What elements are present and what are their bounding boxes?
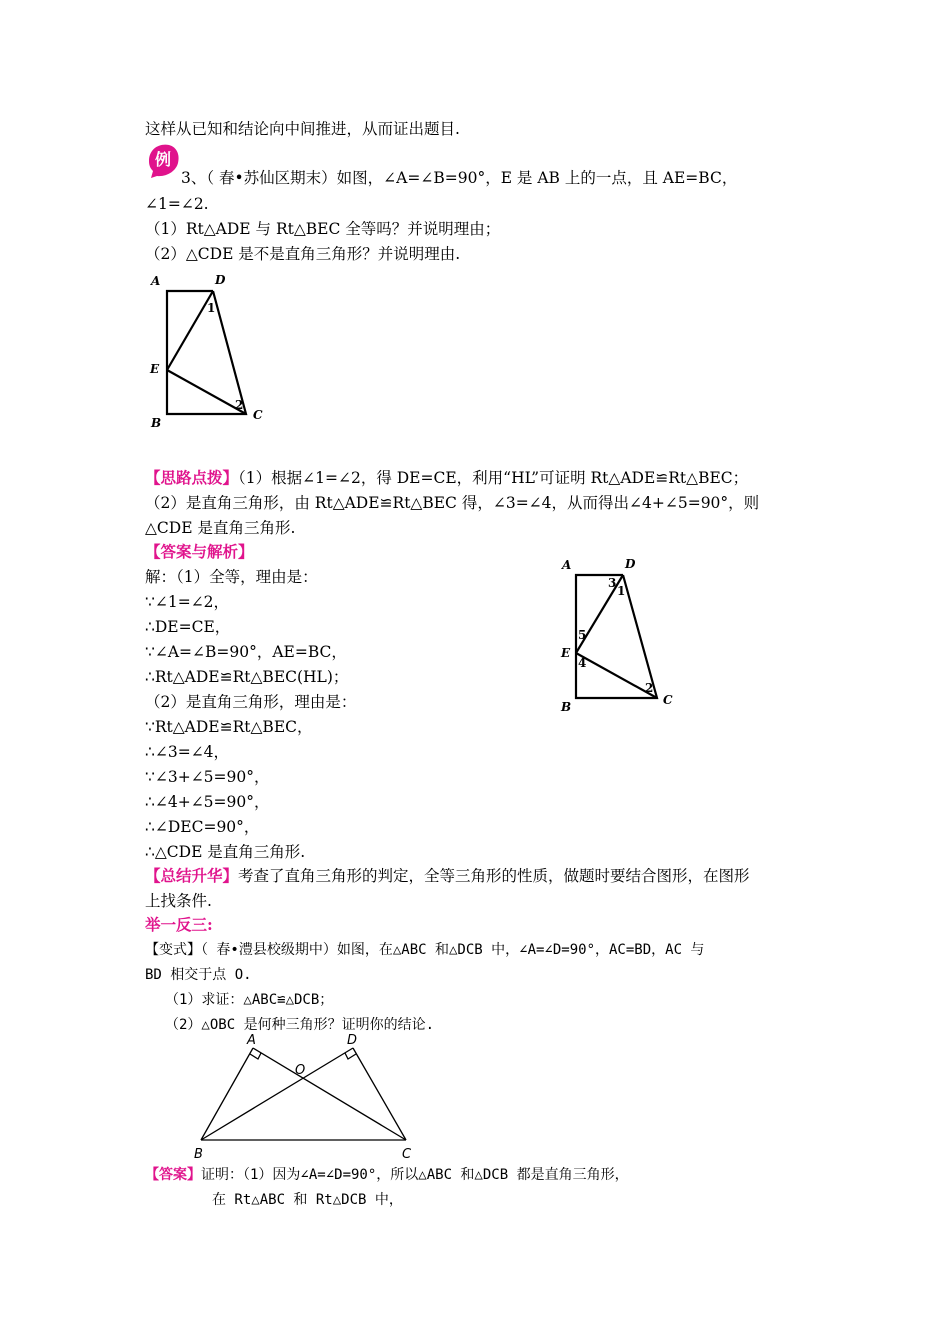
variant-line-3: （1）求证：△ABC≌△DCB； — [165, 992, 334, 1008]
fig3-label-d: D — [347, 1033, 358, 1048]
fig1-label-d: D — [215, 273, 226, 287]
fig2-angle-5: 5 — [578, 628, 587, 642]
fig1-label-c: C — [253, 408, 263, 422]
answer-line: ∵Rt△ADE≌Rt△BEC， — [145, 718, 313, 736]
fig2-angle-3: 3 — [608, 576, 617, 590]
answer-label: 【答案与解析】 — [145, 542, 254, 561]
practice-heading: 举一反三: — [145, 915, 213, 934]
question-line-3: （1）Rt△ADE 与 Rt△BEC 全等吗？并说明理由； — [145, 220, 501, 238]
final-answer-label: 【答案】 — [145, 1167, 201, 1183]
answer-line: （2）是直角三角形，理由是： — [145, 693, 357, 711]
hint-label: 【思路点拨】 — [145, 468, 239, 487]
intro-line: 这样从已知和结论向中间推进，从而证出题目. — [145, 120, 460, 138]
fig2-label-c: C — [663, 693, 673, 707]
fig2-label-d: D — [625, 557, 636, 571]
fig2-label-b: B — [561, 700, 572, 714]
final-answer-line-2: 在 Rt△ABC 和 Rt△DCB 中， — [212, 1192, 403, 1208]
summary-line-2: 上找条件. — [145, 892, 212, 910]
fig1-label-a: A — [151, 274, 161, 288]
fig2-label-a: A — [562, 558, 572, 572]
summary-line-1: 【总结升华】考查了直角三角形的判定，全等三角形的性质，做题时要结合图形，在图形 — [145, 866, 750, 885]
fig1-angle-1: 1 — [207, 301, 216, 315]
hint-line-1: 【思路点拨】（1）根据∠1=∠2，得 DE=CE，利用“HL”可证明 Rt△ADE≌Rt△BEC； — [145, 468, 749, 487]
variant-label: 【变式】 — [145, 942, 201, 958]
answer-line: ∴∠3=∠4， — [145, 743, 230, 761]
fig3-label-o: O — [295, 1063, 306, 1078]
answer-line: ∴∠4+∠5=90°， — [145, 793, 270, 811]
hint-line-2: （2）是直角三角形，由 Rt△ADE≌Rt△BEC 得，∠3=∠4，从而得出∠4+∠5=90°，则 — [145, 494, 760, 512]
figure-3-diagram — [190, 1030, 420, 1162]
summary-label: 【总结升华】 — [145, 866, 239, 885]
hint-line-3: △CDE 是直角三角形. — [145, 519, 296, 537]
question-line-1: 3、（ 春•苏仙区期末）如图，∠A=∠B=90°，E 是 AB 上的一点，且 AE=BC， — [181, 169, 738, 187]
question-line-2: ∠1=∠2. — [145, 195, 209, 213]
answer-line: ∵∠3+∠5=90°， — [145, 768, 270, 786]
answer-line: ∴Rt△ADE≌Rt△BEC(HL)； — [145, 668, 349, 686]
fig2-angle-4: 4 — [578, 656, 587, 670]
final-answer-line-1: 【答案】证明：（1）因为∠A=∠D=90°，所以△ABC 和△DCB 都是直角三角形， — [145, 1167, 629, 1183]
variant-line-1: 【变式】（ 春•澧县校级期中）如图，在△ABC 和△DCB 中，∠A=∠D=90°，AC=BD，AC 与 — [145, 942, 705, 958]
variant-line-4: （2）△OBC 是何种三角形？证明你的结论. — [165, 1017, 435, 1033]
fig2-angle-2: 2 — [645, 681, 654, 695]
answer-line: ∵∠A=∠B=90°，AE=BC， — [145, 643, 347, 661]
figure-2-diagram — [555, 555, 685, 720]
question-line-4: （2）△CDE 是不是直角三角形？并说明理由. — [145, 245, 461, 263]
fig2-label-e: E — [561, 646, 571, 660]
fig2-angle-1: 1 — [617, 584, 626, 598]
fig1-label-b: B — [151, 416, 162, 430]
variant-line-2: BD 相交于点 O. — [145, 967, 252, 983]
answer-line: ∵∠1=∠2， — [145, 593, 230, 611]
answer-line: ∴△CDE 是直角三角形. — [145, 843, 306, 861]
fig3-label-b: B — [194, 1147, 203, 1162]
fig1-label-e: E — [150, 362, 160, 376]
fig1-angle-2: 2 — [235, 398, 244, 412]
figure-1-diagram — [145, 270, 275, 435]
badge-text: 例 — [154, 150, 172, 169]
fig3-label-a: A — [247, 1033, 256, 1048]
fig3-label-c: C — [402, 1147, 412, 1162]
example-badge-icon — [145, 141, 181, 179]
answer-line: ∴∠DEC=90°， — [145, 818, 260, 836]
answer-line: ∴DE=CE， — [145, 618, 231, 636]
answer-line: 解：（1）全等，理由是： — [145, 568, 318, 586]
